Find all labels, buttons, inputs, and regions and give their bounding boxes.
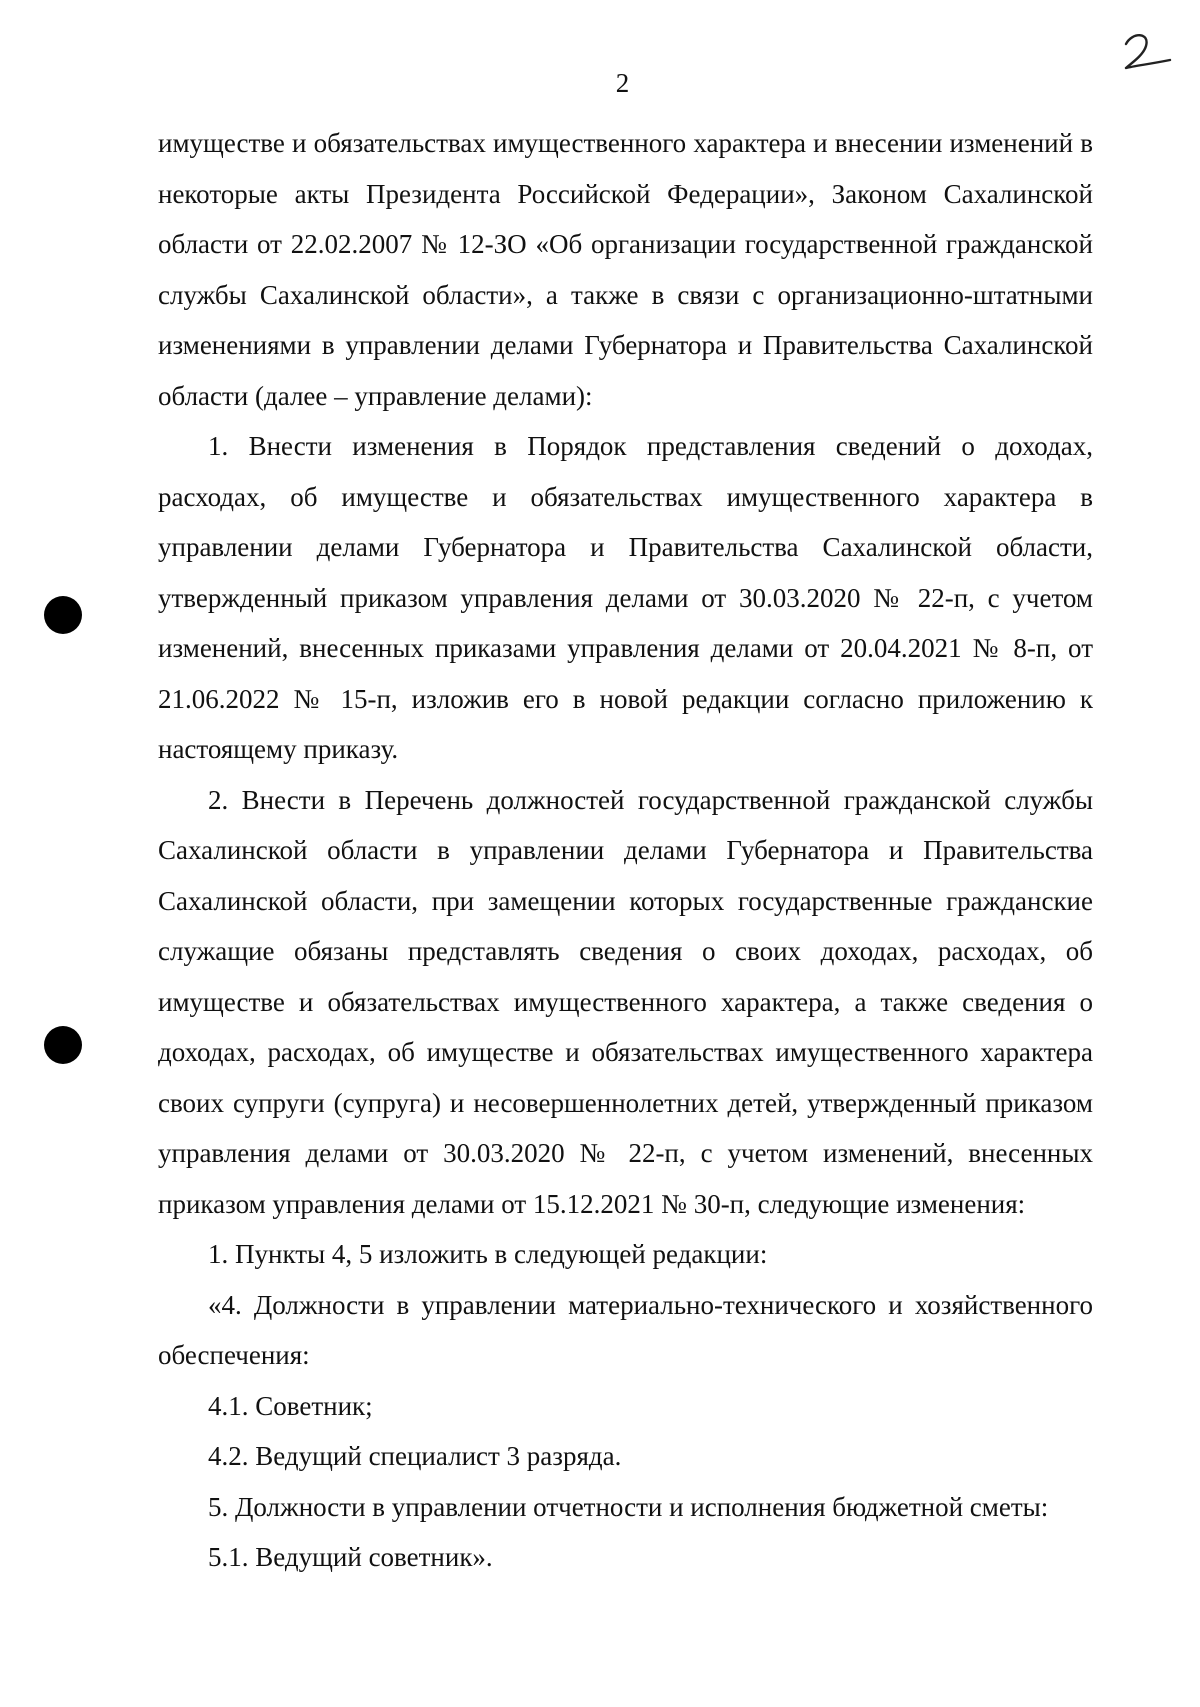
handwritten-page-mark (1116, 28, 1176, 78)
point-4-2: 4.2. Ведущий специалист 3 разряда. (208, 1441, 622, 1471)
sub-item-1: 1. Пункты 4, 5 изложить в следующей редакции: (208, 1239, 768, 1269)
item-1-paragraph: 1. Внести изменения в Порядок представления сведений о доходах, расходах, об имуществе и обязательствах имущественного характера в управлении делами Губернатора и Правительства Сахалинской области, утвержденный приказом управления делами от 30.03.2020 № 22-п, с учетом изменений, внесенных приказами управления делами от 20.04.2021 № 8-п, от 21.06.2022 № 15-п, изложив его в новой редакции согласно приложению к настоящему приказу. (158, 431, 1093, 764)
document-body (158, 118, 1093, 1583)
point-4-1: 4.1. Советник; (208, 1390, 373, 1421)
page-number: 2 (615, 68, 630, 98)
item-2-paragraph: 2. Внести в Перечень должностей государственной гражданской службы Сахалинской области в управлении делами Губернатора и Правительства Сахалинской области, при замещении которых государственные гражданские служащие обязаны представлять сведения о своих доходах, расходах, об имуществе и обязательствах имущественного характера, а также сведения о доходах, расходах, об имуществе и обязательствах имущественного характера своих супруги (супруга) и несовершеннолетних детей, утвержденный приказом управления делами от 30.03.2020 № 22-п, с учетом изменений, внесенных приказом управления делами от 15.12.2021 № 30-п, следующие изменения: (158, 784, 1093, 1219)
point-5-1: 5.1. Ведущий советник». (208, 1542, 493, 1572)
point-4: «4. Должности в управлении материально-технического и хозяйственного обеспечения: (158, 1289, 1093, 1370)
punch-hole (44, 596, 82, 634)
punch-hole (44, 1026, 82, 1064)
point-5: 5. Должности в управлении отчетности и исполнения бюджетной сметы: (208, 1491, 1049, 1522)
intro-paragraph: имуществе и обязательствах имущественного характера и внесении изменений в некоторые акты Президента Российской Федерации», Законом Сахалинской области от 22.02.2007 № 12-ЗО «Об организации государственной гражданской службы Сахалинской области», а также в связи с организационно-штатными изменениями в управлении делами Губернатора и Правительства Сахалинской области (далее – управление делами): (158, 128, 1093, 411)
